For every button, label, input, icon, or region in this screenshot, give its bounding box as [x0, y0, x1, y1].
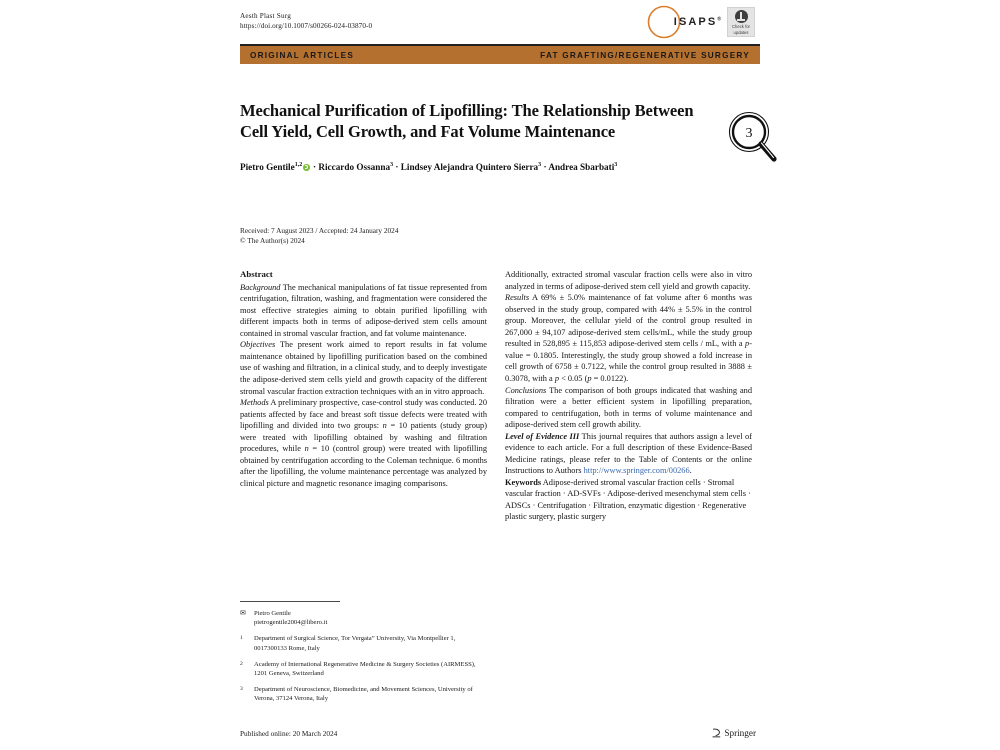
objectives-label: Objectives [240, 340, 276, 350]
footnotes-block [240, 601, 487, 711]
author-affil-marker: 3 [390, 162, 394, 168]
footnote-rule [240, 601, 340, 602]
author-list [240, 159, 640, 174]
abstract-conclusions [505, 385, 752, 431]
affiliation-marker: 2 [240, 660, 243, 667]
springer-logo [712, 728, 760, 738]
author-name: Pietro Gentile [240, 162, 295, 173]
keywords-label: Keywords [505, 477, 542, 487]
results-label: Results [505, 293, 530, 303]
envelope-icon: ✉ [240, 609, 246, 617]
crossmark-label-2: updates [733, 29, 749, 35]
publication-dates [240, 226, 760, 246]
springer-wordmark: Springer [724, 728, 756, 738]
abstract-results [505, 292, 752, 384]
affiliation-row [240, 634, 487, 652]
abstract-level-of-evidence [505, 431, 752, 477]
isaps-wordmark: ISAPS® [673, 16, 721, 28]
isaps-logo [645, 4, 721, 40]
results-text-b: -value = 0.1805. Interestingly, the study group showed a fold increase in cell growth of 6758 ± 0.7122, while the control group resulted in 3888 ± 0.3078, with a [505, 339, 752, 383]
article-page [240, 0, 760, 750]
keywords-block [505, 477, 752, 523]
section-banner [240, 46, 760, 64]
results-text-a: A 69% ± 5.0% maintenance of fat volume after 6 months was observed in the study group, compared with 44% ± 5.5% in the control group. Moreover, the cellular yield of the control group resulted in 267,000 ± 94,107 adipose-derived stem cells/mL, while the study group resulted in 528,895 ± 115,853 adipose-derived stem cells / mL, with a [505, 293, 752, 349]
author-separator: · [541, 162, 549, 173]
abstract-methods [240, 397, 487, 489]
corresponding-author-body [254, 609, 487, 627]
affiliation-row [240, 685, 487, 703]
evidence-text: This journal requires that authors assign a level of evidence to each article. For a full description of these Evidence-Based Medicine ratings, please refer to the Table of Contents or the online Instructions to Authors [505, 431, 752, 476]
conclusions-label: Conclusions [505, 385, 547, 395]
results-p-3: p [587, 373, 592, 383]
background-label: Background [240, 282, 281, 292]
background-text: The mechanical manipulations of fat tissue represented from centrifugation, filtration, washing, and fragmentation were considered the most effective strategies aiming to obtain purified lipofilling with different impacts both in terms of adipose-derived stem cells amount contained in stromal vascular fraction, and fat volume maintenance. [240, 282, 487, 338]
evidence-label: Level of Evidence III [505, 431, 580, 441]
results-text-d: = 0.0122). [591, 373, 629, 383]
abstract-objectives [240, 339, 487, 397]
abstract-heading: Abstract [240, 269, 273, 280]
affiliation-marker: 1 [240, 635, 243, 642]
conclusions-text: The comparison of both groups indicated that washing and filtration were a better efficient system in lipofilling preparation, compared to centrifugation, both in terms of volume maintenance and adipose-derived stem cell growth ability. [505, 385, 752, 430]
citation-count-text: 3 [745, 126, 753, 141]
methods-label: Methods [240, 398, 269, 408]
author-affil-marker: 3 [614, 162, 618, 168]
page-title: Mechanical Purification of Lipofilling: The Relationship Between Cell Yield, Cell Growth, and Fat Volume Maintenance [240, 101, 694, 141]
methods-text-b: = 10 patients (study group) were treated with lipofilling obtained by washing and filtration procedures, while [240, 421, 487, 454]
methods-text-a: A preliminary prospective, case-control study was conducted. 20 patients affected by face and breast soft tissue defects were treated with lipofilling and divided into two groups: [240, 398, 487, 431]
affiliation-text: Academy of International Regenerative Medicine & Surgery Societies (AIRMESS), 1201 Geneva, Switzerland [254, 660, 476, 678]
logo-cluster [645, 4, 755, 40]
results-text-c: < 0.05 ( [559, 373, 588, 383]
abstract-background [240, 282, 487, 340]
author-name: Riccardo Ossanna [318, 162, 391, 173]
author-affil-marker: 3 [538, 162, 542, 168]
affiliation-text: Department of Neuroscience, Biomedicine, and Movement Sciences, University of Verona, 37124 Verona, Italy [254, 686, 473, 703]
doi-link[interactable]: https://doi.org/10.1007/s00266-024-03870-0 [240, 21, 373, 30]
results-p-1: p [745, 339, 750, 349]
author-affil-marker: 1,2 [294, 162, 303, 168]
results-p-2: p [554, 373, 559, 383]
journal-name: Aesth Plast Surg [240, 12, 291, 20]
affiliation-text: Department of Surgical Science, Tor Vergata” University, Via Montpellier 1, 0017300133 Rome, Italy [254, 635, 456, 652]
published-online-date: Published online: 20 March 2024 [240, 729, 338, 738]
crossmark-label-1: Check for [732, 23, 750, 29]
crossmark-badge[interactable] [727, 7, 755, 37]
banner-section-name: FAT GRAFTING/REGENERATIVE SURGERY [540, 50, 750, 60]
received-accepted-line: Received: 7 August 2023 / Accepted: 24 January 2024 [240, 226, 399, 236]
evidence-period: . [689, 466, 692, 476]
author-separator: · [310, 162, 319, 173]
methods-text-c: = 10 (control group) were treated with lipofilling obtained by centrifugation according to the Coleman technique. 6 months after the lipofilling, the volume maintenance percentage was analyzed by clinical picture and magnetic resonance imaging comparisons. [240, 444, 487, 488]
title-block [240, 100, 760, 174]
registered-mark: ® [717, 16, 721, 23]
orcid-icon[interactable] [303, 164, 310, 171]
author-name: Lindsey Alejandra Quintero Sierra [400, 162, 539, 173]
magnifier-icon [726, 110, 782, 166]
author-separator: · [393, 162, 401, 173]
banner-article-type: ORIGINAL ARTICLES [250, 50, 355, 60]
abstract-columns [240, 269, 760, 522]
methods-n-1: n [382, 421, 387, 431]
springer-instructions-link[interactable]: http://www.springer.com/00266 [583, 466, 690, 476]
methods-continuation: Additionally, extracted stromal vascular fraction cells were also in vitro analyzed in terms of adipose-derived stem cell yield and growth capacity. [505, 270, 752, 291]
corresponding-author [240, 609, 487, 627]
methods-n-2: n [304, 444, 309, 454]
page-footer [240, 728, 760, 738]
corresponding-author-email[interactable]: pietrogentile2004@libero.it [254, 619, 328, 627]
citation-badge[interactable] [726, 110, 782, 166]
author-name: Andrea Sbarbati [548, 162, 615, 173]
crossmark-icon [735, 10, 748, 23]
abstract-column-right [505, 269, 752, 522]
corresponding-author-name: Pietro Gentile [254, 610, 291, 617]
affiliation-marker: 3 [240, 686, 243, 693]
abstract-column-left [240, 269, 487, 522]
keywords-text: Adipose-derived stromal vascular fraction cells · Stromal vascular fraction · AD-SVFs · Adipose-derived mesenchymal stem cells · ADSCs · Centrifugation · Filtration, enzymatic digestion · Regenerative plastic surgery, plastic surgery [505, 477, 751, 522]
masthead [240, 0, 760, 44]
copyright-line: © The Author(s) 2024 [240, 236, 305, 246]
springer-mark-icon [712, 728, 721, 738]
objectives-text: The present work aimed to report results in fat volume maintenance obtained by lipofilling purification based on the combined use of washing and filtration, in a clinical study, and to deeply investigate the adipose-derived stem cells yield and growth capacity of the different stromal vascular fraction extraction techniques with an in vitro approach. [240, 340, 487, 396]
affiliation-row [240, 660, 487, 678]
